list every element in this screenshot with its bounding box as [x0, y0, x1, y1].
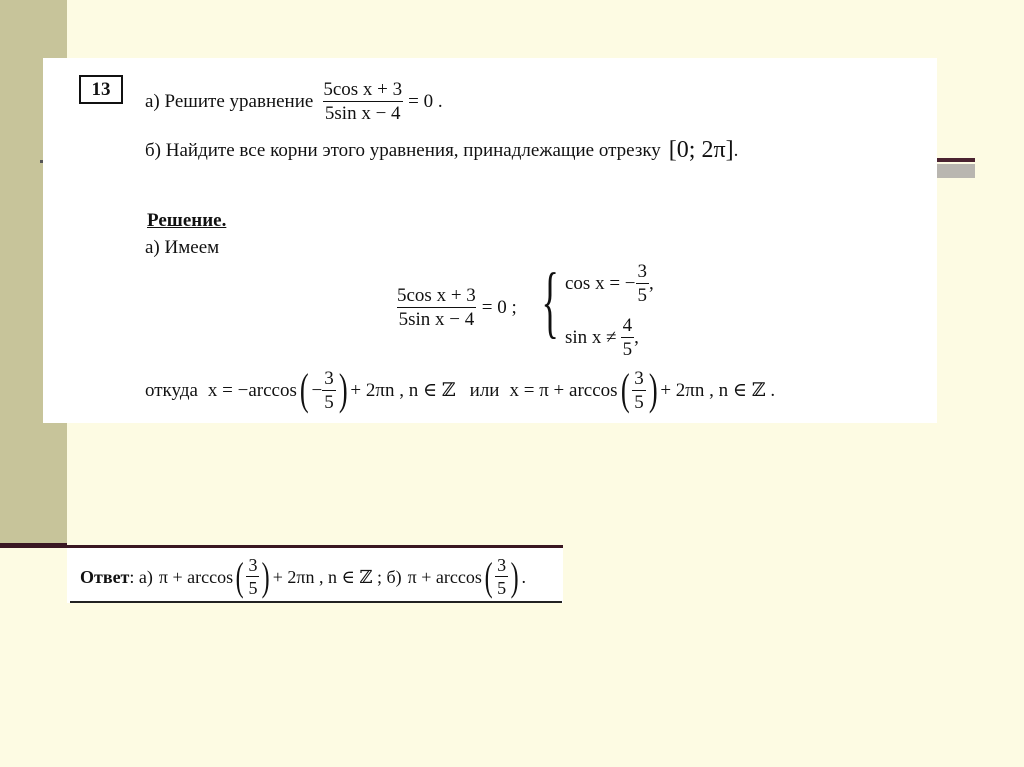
system-line-2: [565, 316, 639, 359]
answer-underline: [70, 601, 562, 603]
root1-paren-open: (: [299, 365, 309, 414]
root1-paren-close: ): [338, 365, 348, 414]
root1-den: 5: [324, 391, 334, 413]
left-decor-rule: [0, 543, 67, 548]
answer-label: Ответ: [80, 566, 130, 587]
answer-a-start: π + arccos: [158, 566, 234, 587]
root2-num: 3: [634, 367, 644, 389]
system-line-1-end: ,: [649, 273, 654, 294]
root1-fraction: [322, 369, 336, 412]
system-line-1-den: 5: [637, 285, 648, 306]
right-decor-block: [937, 164, 975, 178]
system-line-2-left: sin x ≠: [565, 327, 617, 348]
system-line-2-end: ,: [634, 327, 639, 348]
answer-top-rule: [67, 545, 563, 548]
answer-b-paren-open: (: [484, 553, 493, 599]
root1-start: x = −arccos: [207, 379, 297, 401]
equation-rhs: = 0 .: [408, 91, 443, 112]
solution-numerator: 5cos x + 3: [397, 285, 476, 306]
roots-line: [145, 365, 776, 414]
problem-number: 13: [79, 75, 123, 104]
system-line-1-fraction: [636, 262, 650, 305]
system-brace: {: [541, 258, 559, 346]
part-b-line: [145, 138, 738, 162]
root1-num: 3: [324, 367, 334, 389]
equation-fraction: [321, 80, 404, 123]
system-line-2-fraction: [621, 316, 635, 359]
root2-start: x = π + arccos: [509, 379, 618, 401]
answer-a-paren-close: ): [262, 553, 271, 599]
solution-fraction: [395, 286, 478, 329]
system-line-1: [565, 262, 654, 305]
system-line-1-num: 3: [637, 261, 648, 282]
root2-end: + 2πn , n ∈ ℤ .: [660, 379, 776, 401]
system-line-1-left: cos x = −: [565, 273, 636, 294]
answer-b-paren-close: ): [510, 553, 519, 599]
or-text: или: [469, 379, 500, 401]
segment-end: .: [733, 139, 739, 161]
answer-b-den: 5: [497, 578, 507, 598]
whence-text: откуда: [145, 379, 198, 401]
answer-colon-a: : а): [129, 566, 153, 587]
solution-denominator: 5sin x − 4: [398, 309, 475, 330]
answer-b-fraction: [495, 556, 508, 597]
root2-den: 5: [634, 391, 644, 413]
part-a-line: [145, 80, 443, 123]
answer-a-num: 3: [248, 555, 258, 575]
root1-end: + 2πn , n ∈ ℤ: [350, 379, 456, 401]
system-line-2-den: 5: [622, 339, 633, 360]
answer-a-paren-open: (: [235, 553, 244, 599]
answer-line: [80, 553, 526, 599]
solution-intro: а) Имеем: [145, 237, 220, 258]
root2-fraction: [632, 369, 646, 412]
answer-a-end: + 2πn , n ∈ ℤ ; б): [272, 566, 402, 587]
equation-system: [531, 256, 691, 366]
solution-equation: [395, 286, 517, 329]
solution-heading: Решение.: [147, 210, 227, 231]
answer-a-den: 5: [248, 578, 258, 598]
root2-paren-open: (: [620, 365, 630, 414]
root2-paren-close: ): [648, 365, 658, 414]
part-b-text: б) Найдите все корни этого уравнения, принадлежащие отрезку: [145, 139, 661, 161]
answer-a-fraction: [246, 556, 259, 597]
part-a-label: а) Решите уравнение: [145, 91, 314, 112]
root1-sign: −: [311, 379, 323, 401]
answer-b-end: .: [521, 566, 526, 587]
answer-b-num: 3: [497, 555, 507, 575]
problem-card: [43, 58, 937, 423]
right-decor-rule: [937, 158, 975, 162]
segment: [0; 2π]: [668, 137, 734, 163]
answer-b-start: π + arccos: [407, 566, 482, 587]
equation-denominator: 5sin x − 4: [324, 103, 401, 124]
system-line-2-num: 4: [622, 315, 633, 336]
solution-equation-rhs: = 0 ;: [481, 297, 517, 318]
equation-numerator: 5cos x + 3: [323, 79, 403, 100]
